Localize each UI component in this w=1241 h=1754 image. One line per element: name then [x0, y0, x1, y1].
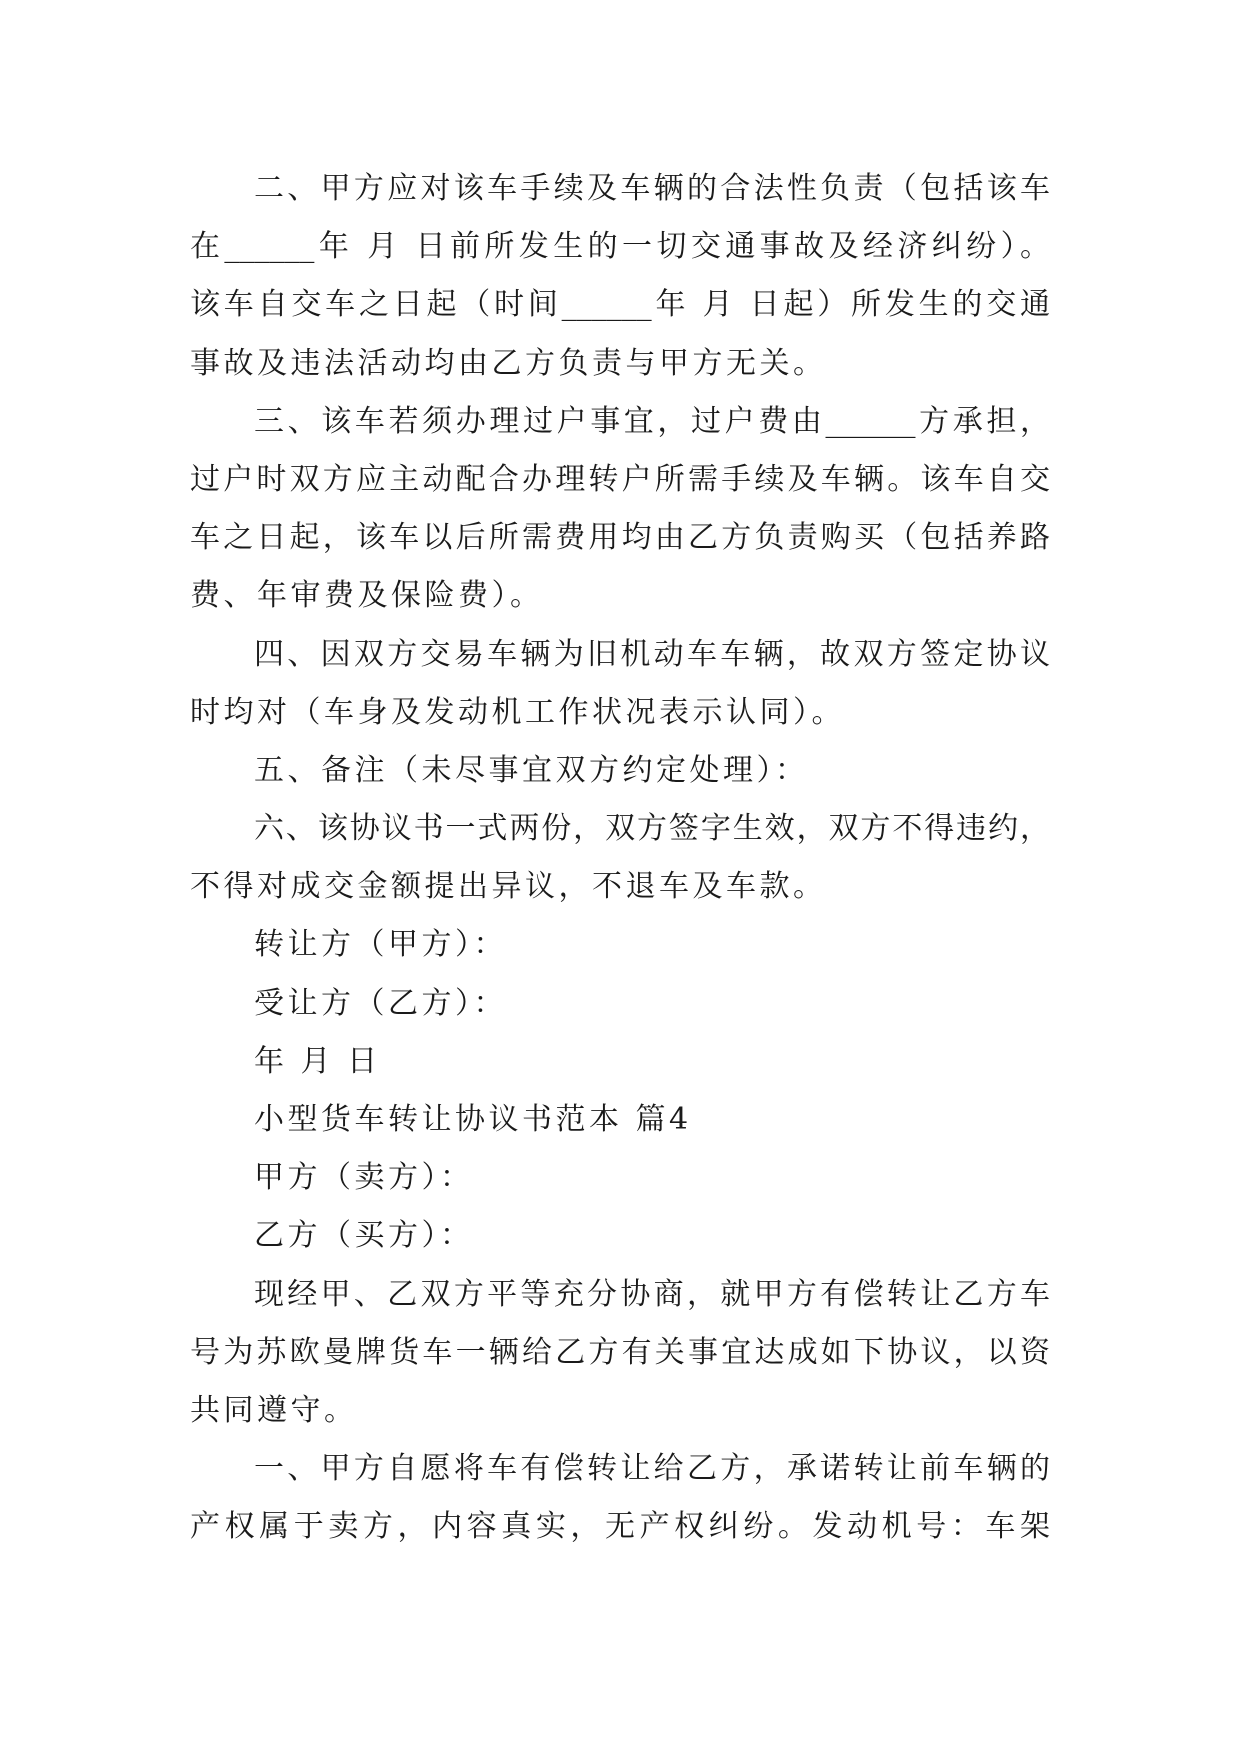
- paragraph-line: 费、年审费及保险费）。: [190, 578, 544, 614]
- document-body: [190, 160, 1050, 1557]
- section-title: 小型货车转让协议书范本 篇4: [254, 1102, 692, 1137]
- date-line: 年 月 日: [254, 1043, 381, 1079]
- paragraph-line: 号为苏欧曼牌货车一辆给乙方有关事宜达成如下协议，以资: [190, 1334, 1050, 1370]
- paragraph-line: 不得对成交金额提出异议，不退车及车款。: [190, 869, 827, 905]
- paragraph-line: 三、该车若须办理过户事宜，过户费由______方承担，: [254, 403, 1050, 439]
- paragraph-line: 在______年 月 日前所发生的一切交通事故及经济纠纷）。: [190, 229, 1050, 265]
- paragraph-line: 时均对（车身及发动机工作状况表示认同）。: [190, 694, 845, 730]
- paragraph-line: 一、甲方自愿将车有偿转让给乙方，承诺转让前车辆的: [254, 1451, 1050, 1487]
- paragraph-line: 六、该协议书一式两份，双方签字生效，双方不得违约，: [254, 811, 1050, 847]
- paragraph-line: 事故及违法活动均由乙方负责与甲方无关。: [190, 345, 827, 381]
- paragraph-line: 现经甲、乙双方平等充分协商，就甲方有偿转让乙方车: [254, 1276, 1050, 1312]
- paragraph-line: 过户时双方应主动配合办理转户所需手续及车辆。该车自交: [190, 461, 1050, 497]
- paragraph-line: 产权属于卖方，内容真实，无产权纠纷。发动机号：车架: [190, 1509, 1050, 1545]
- signature-line-transferee: 受让方（乙方）：: [254, 985, 507, 1021]
- paragraph-line: 五、备注（未尽事宜双方约定处理）：: [254, 752, 809, 788]
- paragraph-line: 该车自交车之日起（时间______年 月 日起）所发生的交通: [190, 287, 1050, 323]
- paragraph-line: 车之日起，该车以后所需费用均由乙方负责购买（包括养路: [190, 520, 1050, 556]
- paragraph-line: 四、因双方交易车辆为旧机动车车辆，故双方签定协议: [254, 636, 1050, 672]
- party-b-line: 乙方（买方）：: [254, 1218, 474, 1254]
- party-a-line: 甲方（卖方）：: [254, 1160, 474, 1196]
- paragraph-line: 共同遵守。: [190, 1392, 358, 1428]
- paragraph-line: 二、甲方应对该车手续及车辆的合法性负责（包括该车: [254, 171, 1050, 206]
- signature-line-transferor: 转让方（甲方）：: [254, 927, 507, 963]
